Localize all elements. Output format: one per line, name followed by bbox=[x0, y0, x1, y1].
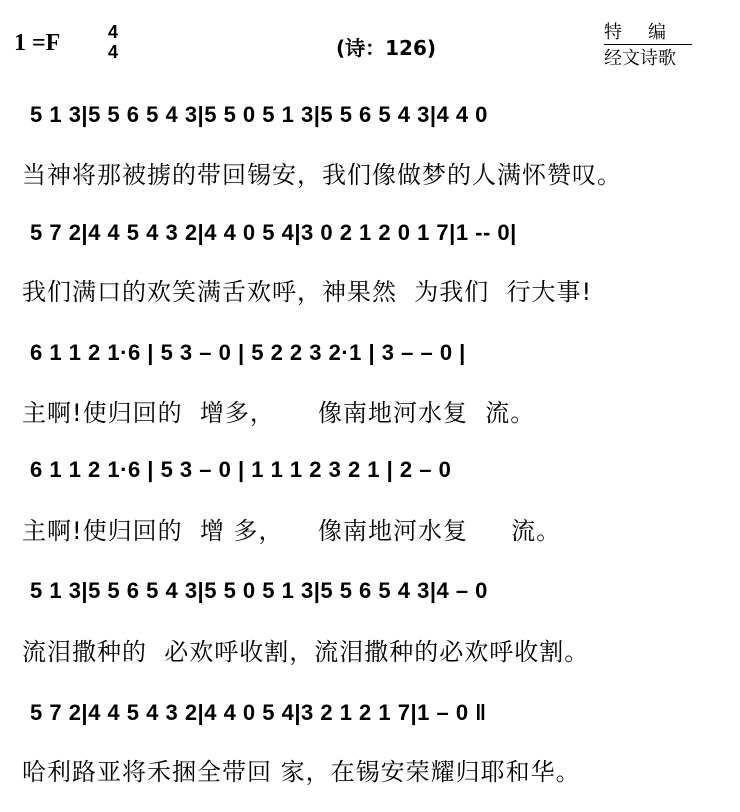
notation-line-1: 5 1 3|5 5 6 5 4 3|5 5 0 5 1 3|5 5 6 5 4 3|4 4 0 bbox=[30, 102, 488, 127]
notation-line-3: 6 1 1 2 1·6 | 5 3 – 0 | 5 2 2 3 2·1 | 3 – – 0 | bbox=[30, 340, 466, 365]
notation-line-6: 5 7 2|4 4 5 4 3 2|4 4 0 5 4|3 2 1 2 1 7|1 – 0 ‖ bbox=[30, 700, 487, 725]
notation-line-5: 5 1 3|5 5 6 5 4 3|5 5 0 5 1 3|5 5 6 5 4 3|4 – 0 bbox=[30, 578, 488, 603]
notation-line-2: 5 7 2|4 4 5 4 3 2|4 4 0 5 4|3 0 2 1 2 0 1 7|1 -- 0| bbox=[30, 220, 517, 245]
lyric-line-1: 当神将那被掳的带回锡安，我们像做梦的人满怀赞叹。 bbox=[22, 161, 622, 189]
time-signature-top: 4 bbox=[108, 22, 119, 42]
lyric-line-4: 主啊!使归回的 增 多， 像南地河水复 流。 bbox=[22, 517, 562, 545]
lyric-line-3: 主啊!使归回的 增多， 像南地河水复 流。 bbox=[22, 399, 536, 427]
time-signature-bottom: 4 bbox=[108, 42, 119, 62]
category-subtitle: 经文诗歌 bbox=[604, 48, 676, 69]
lyric-line-5: 流泪撒种的 必欢呼收割，流泪撒种的必欢呼收割。 bbox=[22, 638, 590, 666]
hymn-number: (诗：126) bbox=[336, 36, 437, 60]
key-signature: 1 =F bbox=[14, 30, 61, 56]
category-label: 特编 bbox=[604, 22, 692, 43]
lyric-line-6: 哈利路亚将禾捆全带回 家，在锡安荣耀归耶和华。 bbox=[22, 758, 581, 786]
notation-line-4: 6 1 1 2 1·6 | 5 3 – 0 | 1 1 1 2 3 2 1 | 2 – 0 bbox=[30, 457, 452, 482]
lyric-line-2: 我们满口的欢笑满舌欢呼，神果然 为我们 行大事! bbox=[22, 278, 593, 306]
